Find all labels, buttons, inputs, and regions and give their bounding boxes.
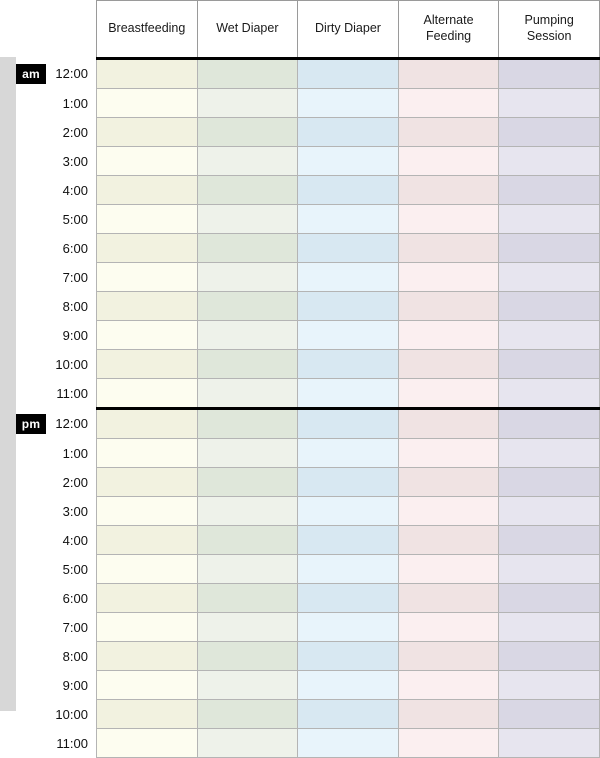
meridiem-cell [16, 613, 46, 642]
table-row [16, 700, 600, 729]
entry-cell-alternate-feeding[interactable] [398, 409, 499, 439]
entry-cell-pumping-session[interactable] [499, 321, 600, 350]
time-label: 3:00 [46, 497, 96, 526]
entry-cell-wet-diaper[interactable] [197, 321, 298, 350]
entry-cell-alternate-feeding[interactable] [398, 147, 499, 176]
entry-cell-alternate-feeding[interactable] [398, 439, 499, 468]
entry-cell-alternate-feeding[interactable] [398, 89, 499, 118]
meridiem-cell [16, 642, 46, 671]
time-label: 8:00 [46, 292, 96, 321]
meridiem-badge: pm [16, 414, 46, 434]
entry-cell-wet-diaper[interactable] [197, 584, 298, 613]
entry-cell-pumping-session[interactable] [499, 176, 600, 205]
entry-cell-pumping-session[interactable] [499, 263, 600, 292]
meridiem-cell [16, 59, 46, 89]
time-label: 5:00 [46, 555, 96, 584]
meridiem-cell [16, 118, 46, 147]
meridiem-cell [16, 584, 46, 613]
entry-cell-wet-diaper[interactable] [197, 468, 298, 497]
entry-cell-alternate-feeding[interactable] [398, 497, 499, 526]
entry-cell-breastfeeding[interactable] [96, 671, 197, 700]
entry-cell-dirty-diaper[interactable] [298, 584, 399, 613]
entry-cell-dirty-diaper[interactable] [298, 176, 399, 205]
entry-cell-alternate-feeding[interactable] [398, 468, 499, 497]
entry-cell-wet-diaper[interactable] [197, 497, 298, 526]
entry-cell-dirty-diaper[interactable] [298, 379, 399, 409]
table-row [16, 176, 600, 205]
entry-cell-wet-diaper[interactable] [197, 439, 298, 468]
meridiem-cell [16, 409, 46, 439]
entry-cell-alternate-feeding[interactable] [398, 350, 499, 379]
time-label: 2:00 [46, 468, 96, 497]
entry-cell-alternate-feeding[interactable] [398, 118, 499, 147]
entry-cell-wet-diaper[interactable] [197, 292, 298, 321]
header-row [16, 1, 600, 59]
entry-cell-alternate-feeding[interactable] [398, 671, 499, 700]
entry-cell-dirty-diaper[interactable] [298, 350, 399, 379]
entry-cell-wet-diaper[interactable] [197, 176, 298, 205]
entry-cell-breastfeeding[interactable] [96, 729, 197, 758]
entry-cell-wet-diaper[interactable] [197, 234, 298, 263]
entry-cell-dirty-diaper[interactable] [298, 321, 399, 350]
entry-cell-dirty-diaper[interactable] [298, 671, 399, 700]
corner-ampm [16, 1, 46, 59]
entry-cell-breastfeeding[interactable] [96, 526, 197, 555]
entry-cell-wet-diaper[interactable] [197, 350, 298, 379]
time-label: 4:00 [46, 176, 96, 205]
entry-cell-pumping-session[interactable] [499, 379, 600, 409]
entry-cell-dirty-diaper[interactable] [298, 729, 399, 758]
table-row [16, 379, 600, 409]
entry-cell-alternate-feeding[interactable] [398, 176, 499, 205]
table-row [16, 671, 600, 700]
time-label: 1:00 [46, 439, 96, 468]
table-row [16, 205, 600, 234]
table-row [16, 729, 600, 758]
meridiem-cell [16, 292, 46, 321]
corner-time [46, 1, 96, 59]
time-label: 6:00 [46, 234, 96, 263]
entry-cell-wet-diaper[interactable] [197, 642, 298, 671]
entry-cell-pumping-session[interactable] [499, 439, 600, 468]
tracker-grid-wrapper [16, 0, 600, 758]
entry-cell-alternate-feeding[interactable] [398, 234, 499, 263]
time-label: 9:00 [46, 671, 96, 700]
table-row [16, 147, 600, 176]
entry-cell-dirty-diaper[interactable] [298, 205, 399, 234]
entry-cell-pumping-session[interactable] [499, 59, 600, 89]
entry-cell-alternate-feeding[interactable] [398, 263, 499, 292]
entry-cell-dirty-diaper[interactable] [298, 497, 399, 526]
entry-cell-dirty-diaper[interactable] [298, 118, 399, 147]
entry-cell-wet-diaper[interactable] [197, 147, 298, 176]
table-row [16, 292, 600, 321]
entry-cell-dirty-diaper[interactable] [298, 613, 399, 642]
entry-cell-dirty-diaper[interactable] [298, 642, 399, 671]
table-row [16, 234, 600, 263]
time-label: 10:00 [46, 700, 96, 729]
entry-cell-wet-diaper[interactable] [197, 409, 298, 439]
entry-cell-breastfeeding[interactable] [96, 59, 197, 89]
entry-cell-dirty-diaper[interactable] [298, 59, 399, 89]
time-label: 11:00 [46, 379, 96, 409]
time-label: 4:00 [46, 526, 96, 555]
entry-cell-alternate-feeding[interactable] [398, 613, 499, 642]
entry-cell-breastfeeding[interactable] [96, 497, 197, 526]
meridiem-cell [16, 526, 46, 555]
entry-cell-breastfeeding[interactable] [96, 89, 197, 118]
table-row [16, 439, 600, 468]
meridiem-cell [16, 234, 46, 263]
entry-cell-alternate-feeding[interactable] [398, 584, 499, 613]
column-header-wet-diaper: Wet Diaper [197, 1, 298, 59]
entry-cell-breastfeeding[interactable] [96, 700, 197, 729]
entry-cell-alternate-feeding[interactable] [398, 526, 499, 555]
meridiem-cell [16, 205, 46, 234]
entry-cell-alternate-feeding[interactable] [398, 700, 499, 729]
entry-cell-dirty-diaper[interactable] [298, 89, 399, 118]
entry-cell-pumping-session[interactable] [499, 468, 600, 497]
entry-cell-pumping-session[interactable] [499, 729, 600, 758]
time-label: 5:00 [46, 205, 96, 234]
meridiem-cell [16, 468, 46, 497]
entry-cell-breastfeeding[interactable] [96, 234, 197, 263]
entry-cell-wet-diaper[interactable] [197, 729, 298, 758]
time-label: 12:00 [46, 409, 96, 439]
entry-cell-alternate-feeding[interactable] [398, 555, 499, 584]
entry-cell-breastfeeding[interactable] [96, 439, 197, 468]
entry-cell-breastfeeding[interactable] [96, 263, 197, 292]
entry-cell-pumping-session[interactable] [499, 526, 600, 555]
entry-cell-dirty-diaper[interactable] [298, 700, 399, 729]
entry-cell-breastfeeding[interactable] [96, 379, 197, 409]
table-row [16, 613, 600, 642]
table-row [16, 642, 600, 671]
entry-cell-alternate-feeding[interactable] [398, 59, 499, 89]
time-label: 10:00 [46, 350, 96, 379]
table-row [16, 526, 600, 555]
column-header-alternate-feeding: Alternate Feeding [398, 1, 499, 59]
entry-cell-alternate-feeding[interactable] [398, 379, 499, 409]
meridiem-cell [16, 555, 46, 584]
time-label: 6:00 [46, 584, 96, 613]
entry-cell-wet-diaper[interactable] [197, 379, 298, 409]
entry-cell-pumping-session[interactable] [499, 234, 600, 263]
entry-cell-wet-diaper[interactable] [197, 526, 298, 555]
entry-cell-wet-diaper[interactable] [197, 118, 298, 147]
meridiem-cell [16, 89, 46, 118]
entry-cell-wet-diaper[interactable] [197, 555, 298, 584]
entry-cell-pumping-session[interactable] [499, 89, 600, 118]
entry-cell-breastfeeding[interactable] [96, 642, 197, 671]
left-margin-strip [0, 57, 16, 711]
entry-cell-wet-diaper[interactable] [197, 89, 298, 118]
entry-cell-breastfeeding[interactable] [96, 613, 197, 642]
column-header-dirty-diaper: Dirty Diaper [298, 1, 399, 59]
entry-cell-pumping-session[interactable] [499, 118, 600, 147]
entry-cell-dirty-diaper[interactable] [298, 147, 399, 176]
entry-cell-wet-diaper[interactable] [197, 671, 298, 700]
entry-cell-dirty-diaper[interactable] [298, 468, 399, 497]
time-label: 7:00 [46, 613, 96, 642]
entry-cell-alternate-feeding[interactable] [398, 321, 499, 350]
tracker-table [16, 0, 600, 758]
entry-cell-wet-diaper[interactable] [197, 700, 298, 729]
meridiem-badge: am [16, 64, 46, 84]
time-label: 3:00 [46, 147, 96, 176]
entry-cell-breastfeeding[interactable] [96, 147, 197, 176]
meridiem-cell [16, 176, 46, 205]
entry-cell-dirty-diaper[interactable] [298, 263, 399, 292]
entry-cell-pumping-session[interactable] [499, 642, 600, 671]
meridiem-cell [16, 729, 46, 758]
meridiem-cell [16, 671, 46, 700]
meridiem-cell [16, 263, 46, 292]
entry-cell-alternate-feeding[interactable] [398, 292, 499, 321]
entry-cell-breastfeeding[interactable] [96, 292, 197, 321]
time-label: 11:00 [46, 729, 96, 758]
entry-cell-alternate-feeding[interactable] [398, 205, 499, 234]
meridiem-cell [16, 379, 46, 409]
table-row [16, 468, 600, 497]
entry-cell-wet-diaper[interactable] [197, 613, 298, 642]
entry-cell-dirty-diaper[interactable] [298, 409, 399, 439]
table-row [16, 89, 600, 118]
table-header [16, 1, 600, 59]
entry-cell-wet-diaper[interactable] [197, 59, 298, 89]
entry-cell-pumping-session[interactable] [499, 409, 600, 439]
entry-cell-breastfeeding[interactable] [96, 555, 197, 584]
meridiem-cell [16, 321, 46, 350]
entry-cell-pumping-session[interactable] [499, 671, 600, 700]
entry-cell-pumping-session[interactable] [499, 497, 600, 526]
time-label: 7:00 [46, 263, 96, 292]
entry-cell-pumping-session[interactable] [499, 147, 600, 176]
entry-cell-dirty-diaper[interactable] [298, 292, 399, 321]
entry-cell-pumping-session[interactable] [499, 292, 600, 321]
meridiem-cell [16, 497, 46, 526]
table-row [16, 59, 600, 89]
table-row [16, 555, 600, 584]
entry-cell-dirty-diaper[interactable] [298, 555, 399, 584]
entry-cell-breastfeeding[interactable] [96, 205, 197, 234]
meridiem-cell [16, 700, 46, 729]
entry-cell-dirty-diaper[interactable] [298, 526, 399, 555]
entry-cell-breastfeeding[interactable] [96, 321, 197, 350]
time-label: 2:00 [46, 118, 96, 147]
time-label: 9:00 [46, 321, 96, 350]
time-label: 12:00 [46, 59, 96, 89]
entry-cell-alternate-feeding[interactable] [398, 642, 499, 671]
entry-cell-pumping-session[interactable] [499, 613, 600, 642]
table-row [16, 350, 600, 379]
entry-cell-breastfeeding[interactable] [96, 176, 197, 205]
table-row [16, 263, 600, 292]
entry-cell-alternate-feeding[interactable] [398, 729, 499, 758]
table-row [16, 497, 600, 526]
table-row [16, 584, 600, 613]
time-label: 8:00 [46, 642, 96, 671]
meridiem-cell [16, 147, 46, 176]
column-header-breastfeeding: Breastfeeding [96, 1, 197, 59]
entry-cell-breastfeeding[interactable] [96, 350, 197, 379]
entry-cell-pumping-session[interactable] [499, 555, 600, 584]
entry-cell-wet-diaper[interactable] [197, 263, 298, 292]
table-row [16, 118, 600, 147]
entry-cell-breastfeeding[interactable] [96, 409, 197, 439]
entry-cell-pumping-session[interactable] [499, 205, 600, 234]
time-label: 1:00 [46, 89, 96, 118]
entry-cell-pumping-session[interactable] [499, 700, 600, 729]
meridiem-cell [16, 439, 46, 468]
entry-cell-breastfeeding[interactable] [96, 468, 197, 497]
entry-cell-pumping-session[interactable] [499, 584, 600, 613]
column-header-pumping-session: Pumping Session [499, 1, 600, 59]
entry-cell-wet-diaper[interactable] [197, 205, 298, 234]
table-row [16, 409, 600, 439]
entry-cell-breastfeeding[interactable] [96, 118, 197, 147]
table-row [16, 321, 600, 350]
entry-cell-dirty-diaper[interactable] [298, 439, 399, 468]
entry-cell-dirty-diaper[interactable] [298, 234, 399, 263]
entry-cell-breastfeeding[interactable] [96, 584, 197, 613]
meridiem-cell [16, 350, 46, 379]
entry-cell-pumping-session[interactable] [499, 350, 600, 379]
table-body [16, 59, 600, 758]
